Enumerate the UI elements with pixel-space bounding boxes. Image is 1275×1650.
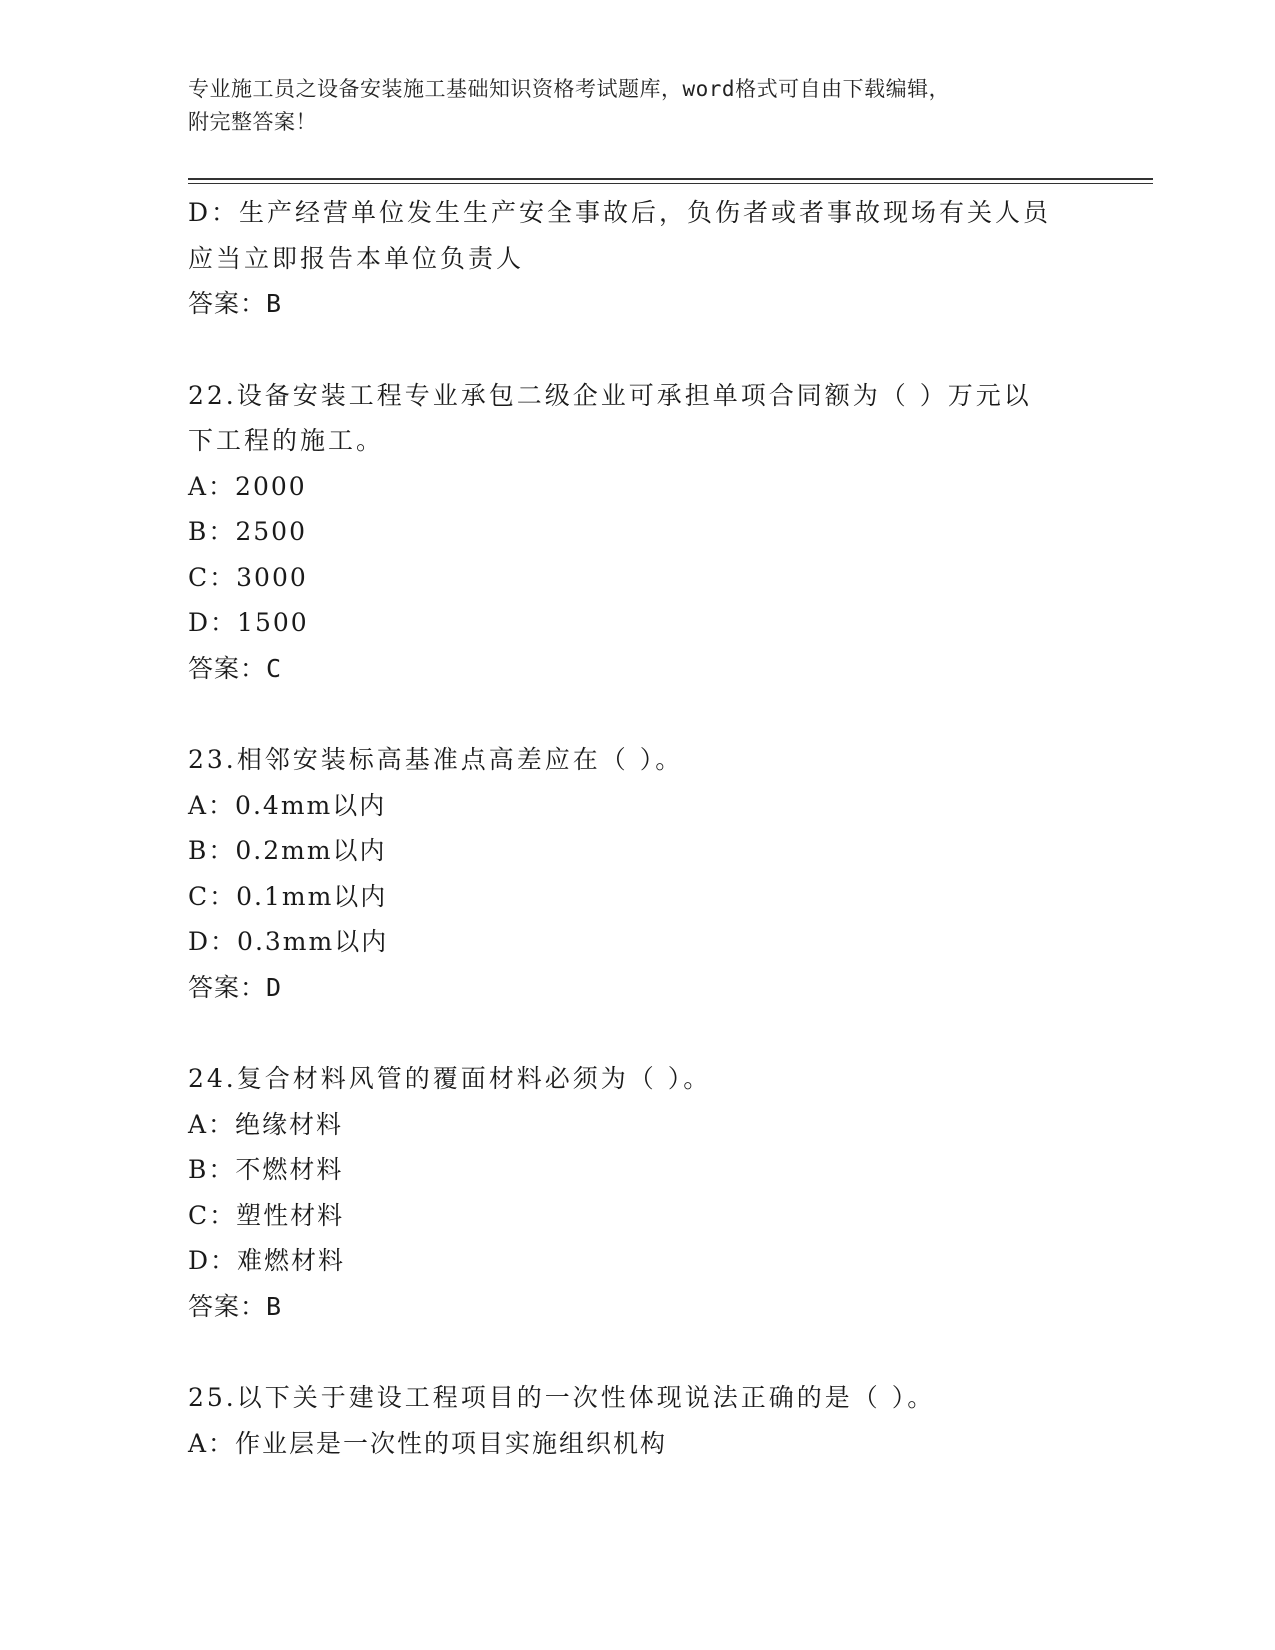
option-c: C：塑性材料 [188, 1200, 345, 1230]
question-list [188, 190, 1088, 1466]
question-stem-line-1: 23.相邻安装标高基准点高差应在（ ）。 [188, 745, 684, 774]
question-stem-line-1: 22.设备安装工程专业承包二级企业可承担单项合同额为（ ）万元以 [188, 380, 1032, 410]
answer-line: 答案：C [188, 653, 283, 683]
option-b: B：2500 [188, 517, 307, 546]
option-c: C：0.1mm以内 [188, 881, 388, 911]
option-d-line-1: D：生产经营单位发生生产安全事故后，负伤者或者事故现场有关人员 [188, 198, 1052, 227]
header-divider-thick [188, 178, 1153, 180]
option-d: D：0.3mm以内 [188, 927, 389, 956]
question-stem-line-1: 25.以下关于建设工程项目的一次性体现说法正确的是（ ）。 [188, 1383, 936, 1412]
answer-line: 答案：D [188, 972, 283, 1002]
option-a: A：作业层是一次性的项目实施组织机构 [188, 1428, 668, 1458]
option-a: A：0.4mm以内 [188, 790, 387, 820]
option-b: B：0.2mm以内 [188, 836, 387, 865]
option-b: B：不燃材料 [188, 1155, 344, 1184]
header-line-2: 附完整答案！ [188, 110, 317, 134]
question-stem-line-1: 24.复合材料风管的覆面材料必须为（ ）。 [188, 1064, 712, 1093]
question-22 [188, 373, 1088, 692]
option-d: D：1500 [188, 608, 309, 637]
question-24 [188, 1056, 1088, 1329]
option-d-line-2: 应当立即报告本单位负责人 [188, 243, 525, 273]
page-header [188, 73, 1068, 139]
header-line-1: 专业施工员之设备安装施工基础知识资格考试题库，word格式可自由下载编辑， [188, 77, 951, 101]
answer-line: 答案：B [188, 1291, 283, 1321]
option-a: A：2000 [188, 471, 307, 501]
option-d: D：难燃材料 [188, 1246, 346, 1275]
answer-line: 答案：B [188, 289, 283, 318]
question-21-tail [188, 190, 1088, 327]
question-25 [188, 1375, 1088, 1466]
header-divider-thin [188, 183, 1153, 184]
question-stem-line-2: 下工程的施工。 [188, 426, 385, 455]
question-23 [188, 737, 1088, 1010]
option-c: C：3000 [188, 562, 308, 592]
option-a: A：绝缘材料 [188, 1109, 344, 1139]
